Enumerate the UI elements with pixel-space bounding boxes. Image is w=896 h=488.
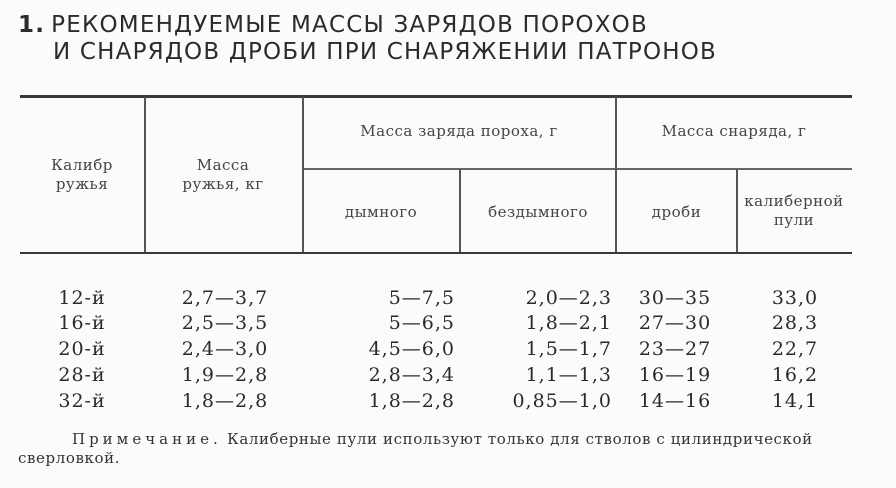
note-label: Примечание. (72, 430, 222, 448)
row-4-smokeless: 1,1—1,3 (525, 364, 612, 386)
header-slug: калиберной пули (744, 192, 844, 229)
row-5-smokeless: 0,85—1,0 (512, 390, 612, 412)
row-1-slug: 33,0 (771, 287, 819, 309)
header-powder-mass: Масса заряда пороха, г (360, 122, 558, 140)
table-note (18, 430, 878, 468)
row-2-shot: 27—30 (638, 312, 712, 334)
projectile-subheader-rule (616, 168, 852, 170)
table-number: 1. (18, 12, 46, 38)
col-divider-3 (459, 169, 461, 252)
row-5-shot: 14—16 (638, 390, 712, 412)
row-2-smokeless: 1,8—2,1 (525, 312, 612, 334)
row-2-smoky: 5—6,5 (388, 312, 455, 334)
row-3-slug: 22,7 (771, 338, 819, 360)
row-5-gun-mass: 1,8—2,8 (181, 390, 269, 412)
row-1-caliber: 12-й (58, 287, 106, 309)
row-3-smokeless: 1,5—1,7 (525, 338, 612, 360)
row-5-caliber: 32-й (58, 390, 106, 412)
row-3-smoky: 4,5—6,0 (368, 338, 455, 360)
col-divider-4 (615, 97, 617, 252)
row-3-caliber: 20-й (58, 338, 106, 360)
row-4-shot: 16—19 (638, 364, 712, 386)
row-4-gun-mass: 1,9—2,8 (181, 364, 269, 386)
col-divider-1 (144, 97, 146, 252)
row-2-gun-mass: 2,5—3,5 (181, 312, 269, 334)
header-projectile-mass: Масса снаряда, г (661, 122, 807, 140)
title-line-1: РЕКОМЕНДУЕМЫЕ МАССЫ ЗАРЯДОВ ПОРОХОВ (51, 12, 648, 38)
header-gun-mass: Масса ружья, кг (182, 156, 264, 193)
row-3-shot: 23—27 (638, 338, 712, 360)
row-4-smoky: 2,8—3,4 (368, 364, 455, 386)
title-line-2: И СНАРЯДОВ ДРОБИ ПРИ СНАРЯЖЕНИИ ПАТРОНОВ (53, 39, 718, 65)
header-shot: дроби (651, 203, 702, 221)
row-5-slug: 14,1 (771, 390, 819, 412)
note-text: Калиберные пули используют только для стволов с цилиндрической сверловкой. (18, 430, 813, 467)
table-title (18, 12, 717, 66)
col-divider-2 (302, 97, 304, 252)
header-bottom-rule (20, 252, 852, 254)
row-4-caliber: 28-й (58, 364, 106, 386)
header-smokeless: бездымного (488, 203, 588, 221)
row-2-caliber: 16-й (58, 312, 106, 334)
row-5-smoky: 1,8—2,8 (368, 390, 455, 412)
col-divider-5 (736, 169, 738, 252)
header-caliber: Калибр ружья (51, 156, 113, 193)
row-3-gun-mass: 2,4—3,0 (181, 338, 269, 360)
row-4-slug: 16,2 (771, 364, 819, 386)
row-1-shot: 30—35 (638, 287, 712, 309)
row-2-slug: 28,3 (771, 312, 819, 334)
row-1-smoky: 5—7,5 (388, 287, 455, 309)
header-smoky: дымного (344, 203, 418, 221)
row-1-smokeless: 2,0—2,3 (525, 287, 612, 309)
row-1-gun-mass: 2,7—3,7 (181, 287, 269, 309)
